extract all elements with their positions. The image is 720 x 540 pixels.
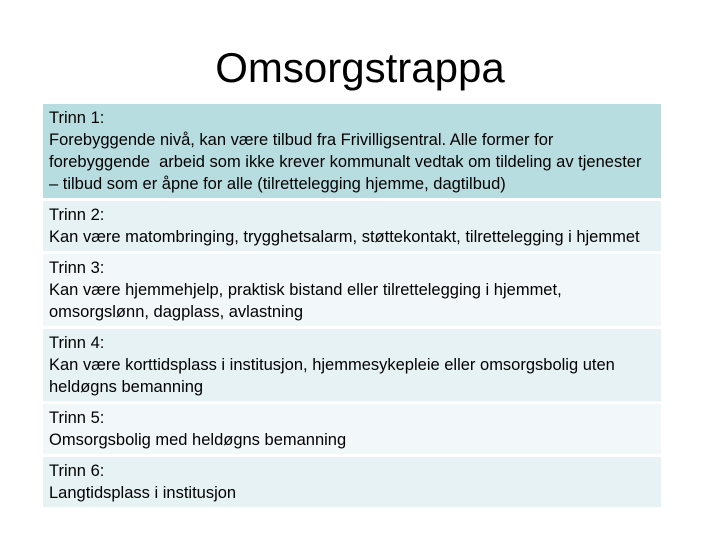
- step-label: Trinn 3:: [49, 259, 105, 277]
- step-row-2: [43, 201, 661, 254]
- step-description: Kan være korttidsplass i institusjon, hjemmesykepleie eller omsorgsbolig uten heldøgns bemanning: [49, 356, 620, 396]
- step-description: Langtidsplass i institusjon: [49, 484, 237, 502]
- step-row-5: [43, 404, 661, 457]
- step-row-1: [43, 104, 661, 201]
- step-label: Trinn 5:: [49, 409, 105, 427]
- step-label: Trinn 1:: [49, 109, 105, 127]
- step-label: Trinn 4:: [49, 334, 105, 352]
- step-row-4: [43, 329, 661, 404]
- step-label: Trinn 6:: [49, 462, 105, 480]
- step-description: Kan være hjemmehjelp, praktisk bistand eller tilrettelegging i hjemmet, omsorgslønn, dagplass, avlastning: [49, 281, 567, 321]
- step-description: Forebyggende nivå, kan være tilbud fra Frivilligsentral. Alle former for forebyggende arbeid som ikke krever kommunalt vedtak om tildeling av tjenester – tilbud som er åpne for alle (tilrettelegging hjemme, dagtilbud): [49, 131, 647, 193]
- step-row-3: [43, 254, 661, 329]
- step-description: Kan være matombringing, trygghetsalarm, støttekontakt, tilrettelegging i hjemmet: [49, 228, 640, 246]
- slide-title: Omsorgstrappa: [215, 44, 505, 91]
- step-label: Trinn 2:: [49, 206, 105, 224]
- care-steps-table: [43, 104, 661, 510]
- step-description: Omsorgsbolig med heldøgns bemanning: [49, 431, 347, 449]
- step-row-6: [43, 457, 661, 510]
